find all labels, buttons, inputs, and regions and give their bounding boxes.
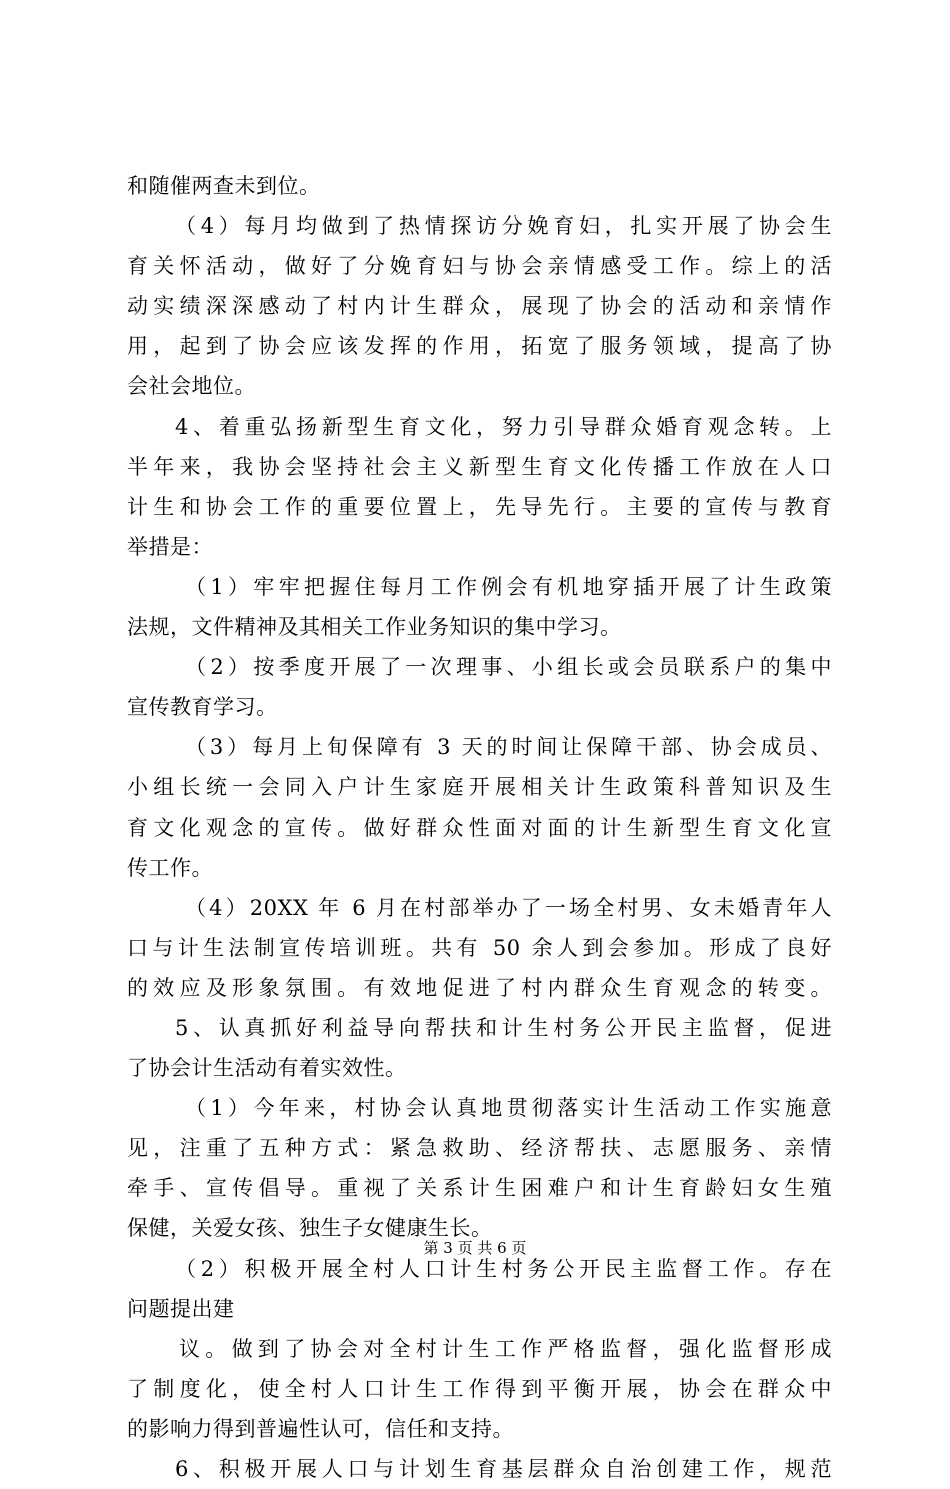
text-line: 用，起到了协会应该发挥的作用，拓宽了服务领域，提高了协 — [127, 334, 832, 359]
text-line: 4、着重弘扬新型生育文化，努力引导群众婚育观念转。上 — [175, 414, 832, 439]
text-line: 计生和协会工作的重要位置上，先导先行。主要的宣传与教育 — [127, 494, 832, 519]
text-line: （4）20XX 年 6 月在村部举办了一场全村男、女未婚青年人 — [185, 895, 832, 920]
text-line: 宣传教育学习。 — [127, 695, 278, 720]
text-line: 传工作。 — [127, 855, 213, 880]
text-line: （2）按季度开展了一次理事、小组长或会员联系户的集中 — [185, 655, 832, 680]
text-line: （2）积极开展全村人口计生村务公开民主监督工作。存在 — [175, 1256, 832, 1281]
text-line: 了协会计生活动有着实效性。 — [127, 1056, 407, 1081]
text-line: 育文化观念的宣传。做好群众性面对面的计生新型生育文化宣 — [127, 815, 832, 840]
text-line: 举措是： — [127, 534, 213, 559]
text-line: （3）每月上旬保障有 3 天的时间让保障干部、协会成员、 — [185, 735, 832, 760]
text-line: 法规，文件精神及其相关工作业务知识的集中学习。 — [127, 615, 622, 640]
text-line: 了制度化，使全村人口计生工作得到平衡开展，协会在群众中 — [127, 1376, 832, 1401]
text-line: 半年来，我协会坚持社会主义新型生育文化传播工作放在人口 — [127, 454, 832, 479]
text-line: 的效应及形象氛围。有效地促进了村内群众生育观念的转变。 — [127, 975, 832, 1000]
text-line: 牵手、宣传倡导。重视了关系计生困难户和计生育龄妇女生殖 — [127, 1176, 832, 1201]
text-line: 的影响力得到普遍性认可，信任和支持。 — [127, 1416, 514, 1441]
text-line: 见，注重了五种方式：紧急救助、经济帮扶、志愿服务、亲情 — [127, 1136, 832, 1161]
text-line: 问题提出建 — [127, 1296, 235, 1321]
text-line: 动实绩深深感动了村内计生群众，展现了协会的活动和亲情作 — [127, 294, 832, 319]
text-line: 5、认真抓好利益导向帮扶和计生村务公开民主监督，促进 — [175, 1015, 832, 1040]
text-line: 6、积极开展人口与计划生育基层群众自治创建工作，规范 — [175, 1457, 832, 1481]
text-line: 和随催两查未到位。 — [127, 174, 321, 198]
document-body — [127, 166, 832, 1489]
text-line: 小组长统一会同入户计生家庭开展相关计生政策科普知识及生 — [127, 775, 832, 800]
text-line: 育关怀活动，做好了分娩育妇与协会亲情感受工作。综上的活 — [127, 254, 832, 279]
text-line: 保健，关爱女孩、独生子女健康生长。 — [127, 1216, 493, 1241]
text-line: （4）每月均做到了热情探访分娩育妇，扎实开展了协会生 — [175, 214, 832, 239]
text-line: 口与计生法制宣传培训班。共有 50 余人到会参加。形成了良好 — [127, 935, 832, 960]
page-footer: 第 3 页 共 6 页 — [423, 1239, 527, 1257]
text-line: 议。做到了协会对全村计生工作严格监督，强化监督形成 — [179, 1336, 832, 1361]
text-line: 会社会地位。 — [127, 374, 256, 399]
text-line: （1）牢牢把握住每月工作例会有机地穿插开展了计生政策 — [185, 574, 832, 599]
text-line: （1）今年来，村协会认真地贯彻落实计生活动工作实施意 — [185, 1096, 832, 1121]
